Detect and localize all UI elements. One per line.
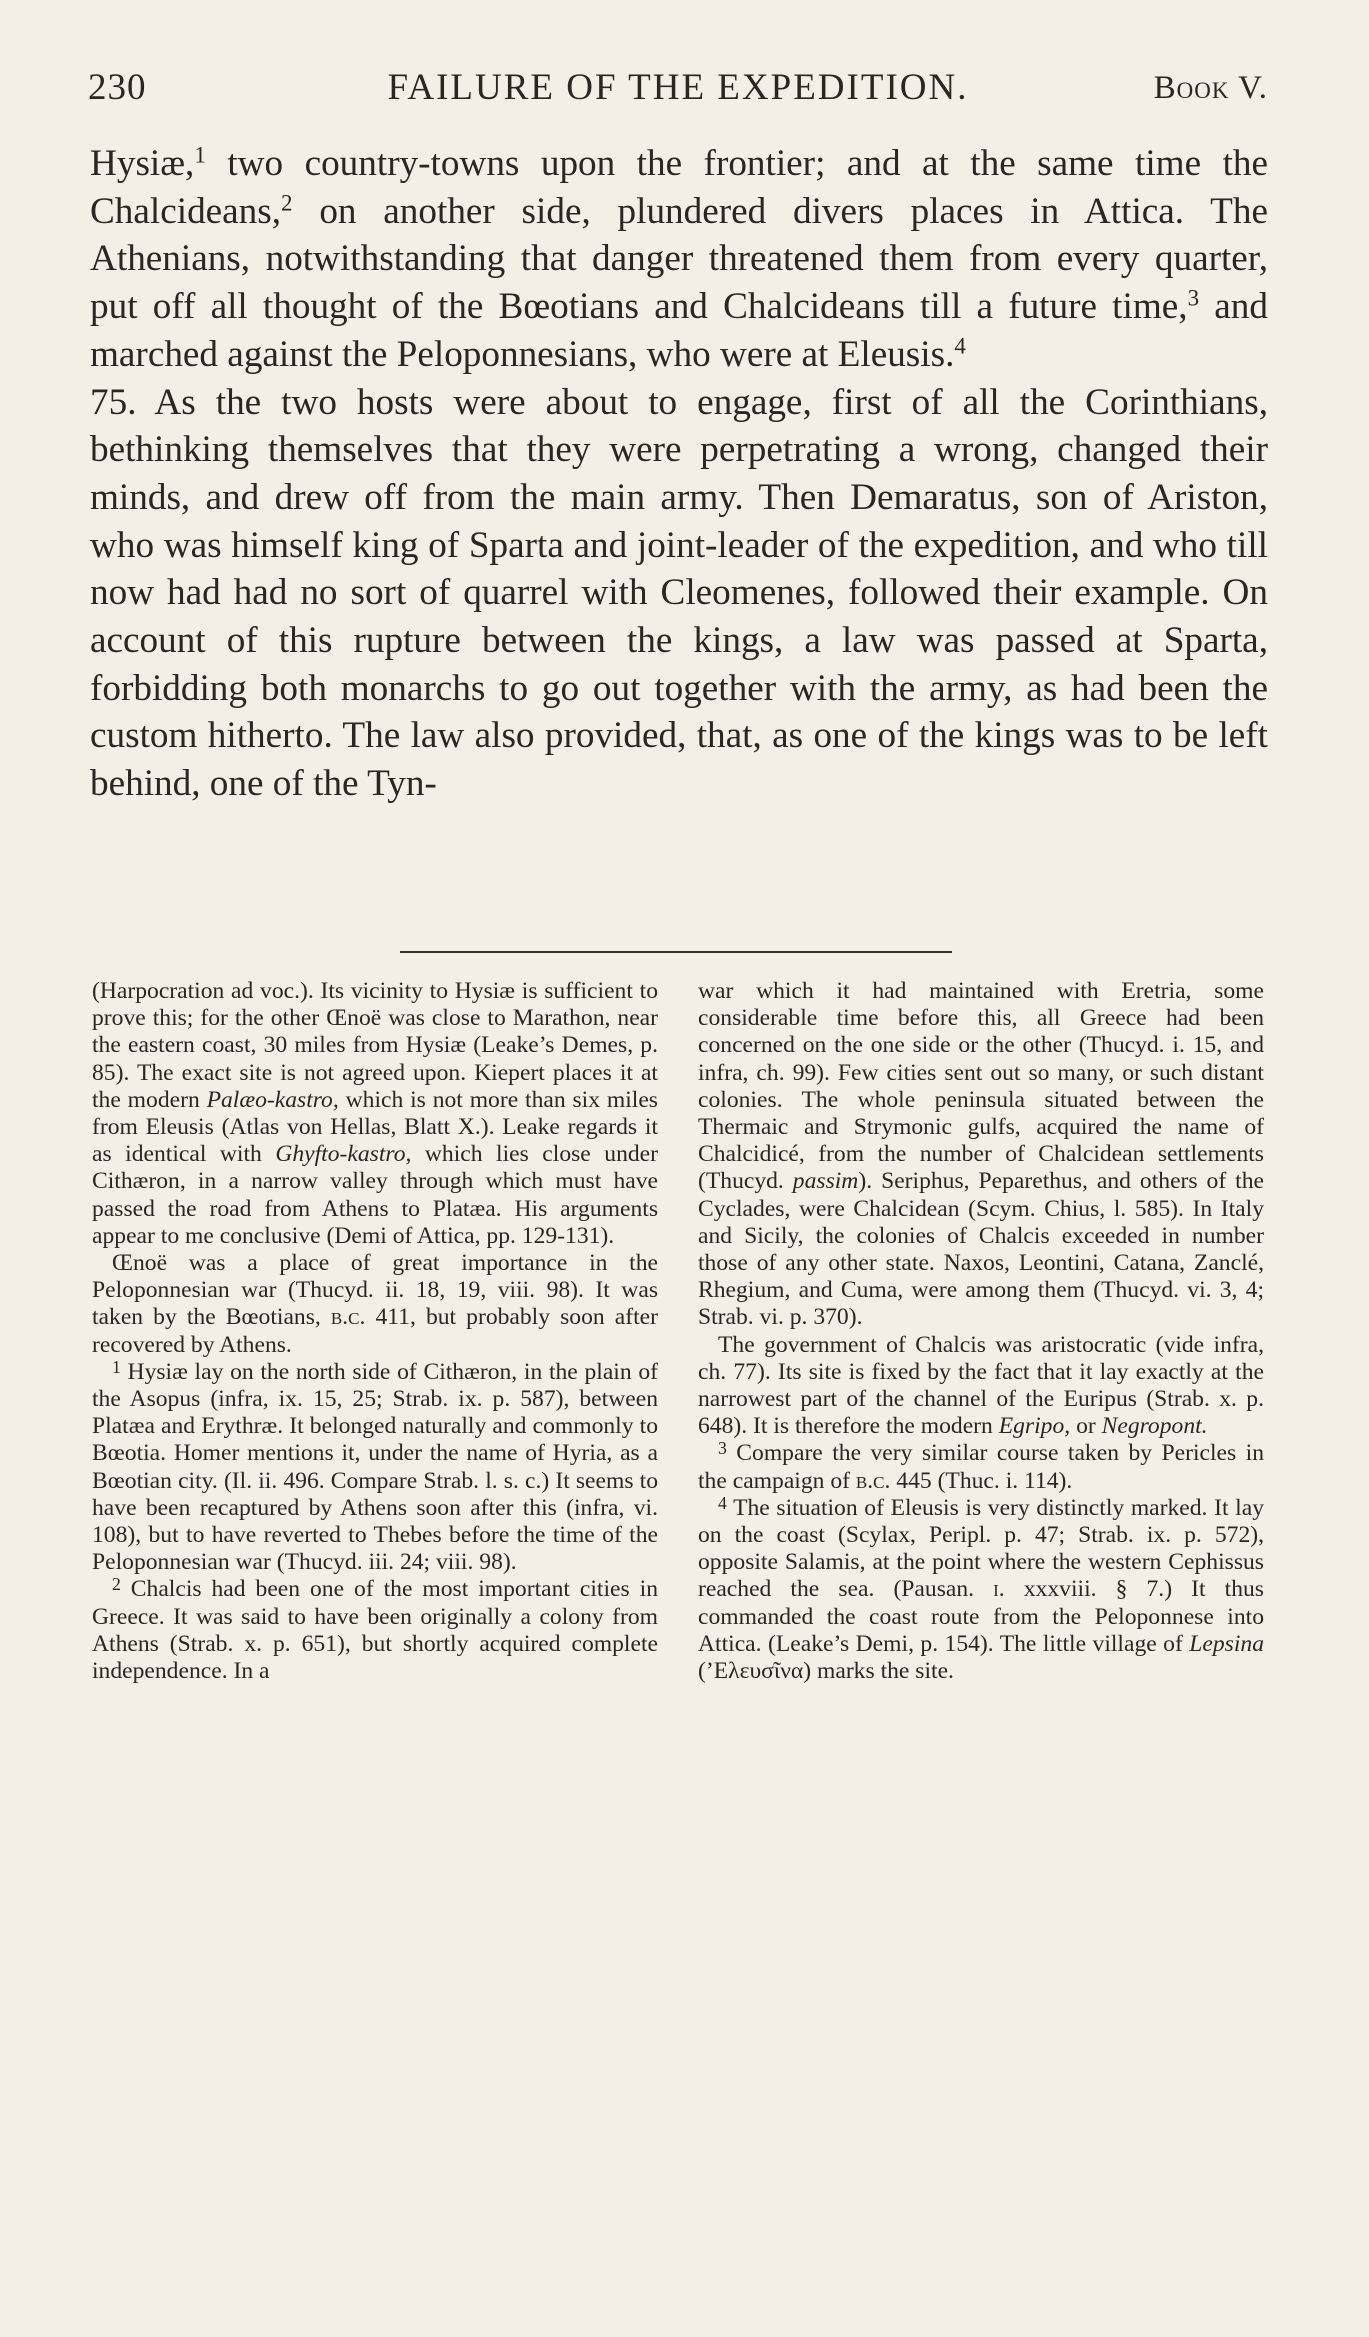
footnote-ref-2: 2	[281, 189, 293, 216]
footnote-3: $^3$ Compare the very similar course taken by Pericles in the campaign of b.c. 445 (Thuc. i. 114).	[698, 1438, 1264, 1494]
footnote-2: $^2$ Chalcis had been one of the most important cities in Greece. It was said to have been originally a colony from Athens (Strab. x. p. 651), but shortly acquired complete independence. In a	[92, 1574, 658, 1685]
main-text	[90, 140, 1268, 808]
main-paragraph-2: 75. As the two hosts were about to engage, first of all the Corinthians, bethinking themselves that they were perpetrating a wrong, changed their minds, and drew off from the main army. Then Demaratus, son of Ariston, who was himself king of Sparta and joint-leader of the expedition, and who till now had had no sort of quarrel with Cleomenes, followed their example. On account of this rupture between the kings, a law was passed at Sparta, forbidding both monarchs to go out together with the army, as had been the custom hitherto. The law also provided, that, as one of the kings was to be left behind, one of the Tyn-	[90, 381, 1268, 805]
footnotes-right-column	[698, 978, 1264, 1685]
footnote-ref-1: 1	[194, 141, 206, 168]
footnote-continuation: (Harpocration ad voc.). Its vicinity to Hysiæ is sufficient to prove this; for the other Œnoë was close to Marathon, near the eastern coast, 30 miles from Hysiæ (Leake’s Demes, p. 85). The exact site is not agreed upon. Kiepert places it at the modern Palæo-kastro, which is not more than six miles from Eleusis (Atlas von Hellas, Blatt X.). Leake regards it as identical with Ghyfto-kastro, which lies close under Cithæron, in a narrow valley through which must have passed the road from Athens to Platæa. His arguments appear to me conclusive (Demi of Attica, pp. 129-131).	[92, 978, 658, 1249]
book-label: Book V.	[1153, 70, 1268, 106]
footnote-ref-3: 3	[1187, 284, 1200, 311]
footnotes-left-column	[92, 978, 658, 1685]
footnote-ref-4: 4	[954, 332, 966, 359]
footnote-divider	[400, 951, 952, 953]
running-title: FAILURE OF THE EXPEDITION.	[387, 67, 969, 108]
footnote-2-chalcis-government: The government of Chalcis was aristocratic (vide infra, ch. 77). Its site is fixed by the fact that it lay exactly at the narrowest part of the channel of the Euripus (Strab. x. p. 648). It is therefore the modern Egripo, or Negropont.	[698, 1331, 1264, 1440]
page-number: 230	[88, 67, 147, 108]
running-head	[88, 58, 1268, 118]
footnote-2-continued: war which it had maintained with Eretria, some considerable time before this, all Greece had been concerned on the one side or the other (Thucyd. i. 15, and infra, ch. 99). Few cities sent out so many, or such distant colonies. The whole peninsula situated between the Thermaic and Strymonic gulfs, acquired the name of Chalcidicé, from the number of Chalcidean settlements (Thucyd. passim). Seriphus, Peparethus, and others of the Cyclades, were Chalcidean (Scym. Chius, l. 585). In Italy and Sicily, the colonies of Chalcis exceeded in number those of any other state. Naxos, Leontini, Catana, Zanclé, Rhegium, and Cuma, were among them (Thucyd. vi. 3, 4; Strab. vi. p. 370).	[698, 978, 1264, 1331]
footnote-1: $^1$ Hysiæ lay on the north side of Cithæron, in the plain of the Asopus (infra, ix. 15, 25; Strab. ix. p. 587), between Platæa and Erythræ. It belonged naturally and commonly to Bœotia. Homer mentions it, under the name of Hyria, as a Bœotian city. (Il. ii. 496. Compare Strab. l. s. c.) It seems to have been recaptured by Athens soon after this (infra, vi. 108), but to have reverted to Thebes before the time of the Peloponnesian war (Thucyd. iii. 24; viii. 98).	[92, 1356, 658, 1576]
main-paragraph-1: Hysiæ,$^1$ two country-towns upon the frontier; and at the same time the Chalcideans,$^2$ on another side, plundered divers places in Attica. The Athenians, notwithstanding that danger threatened them from every quarter, put off all thought of the Bœotians and Chalcideans till a future time,$^3$ and marched against the Peloponnesians, who were at Eleusis.$^4$	[90, 141, 1268, 375]
footnote-4: $^4$ The situation of Eleusis is very distinctly marked. It lay on the coast (Scylax, Peripl. p. 47; Strab. ix. p. 572), opposite Salamis, at the point where the western Cephissus reached the sea. (Pausan. i. xxxviii. § 7.) It thus commanded the coast route from the Peloponnese into Attica. (Leake’s Demi, p. 154). The little village of Lepsina (’Ελευσῖνα) marks the site.	[698, 1492, 1264, 1685]
footnote-oenoe: Œnoë was a place of great importance in the Peloponnesian war (Thucyd. ii. 18, 19, viii. 98). It was taken by the Bœotians, b.c. 411, but probably soon after recovered by Athens.	[92, 1250, 658, 1358]
